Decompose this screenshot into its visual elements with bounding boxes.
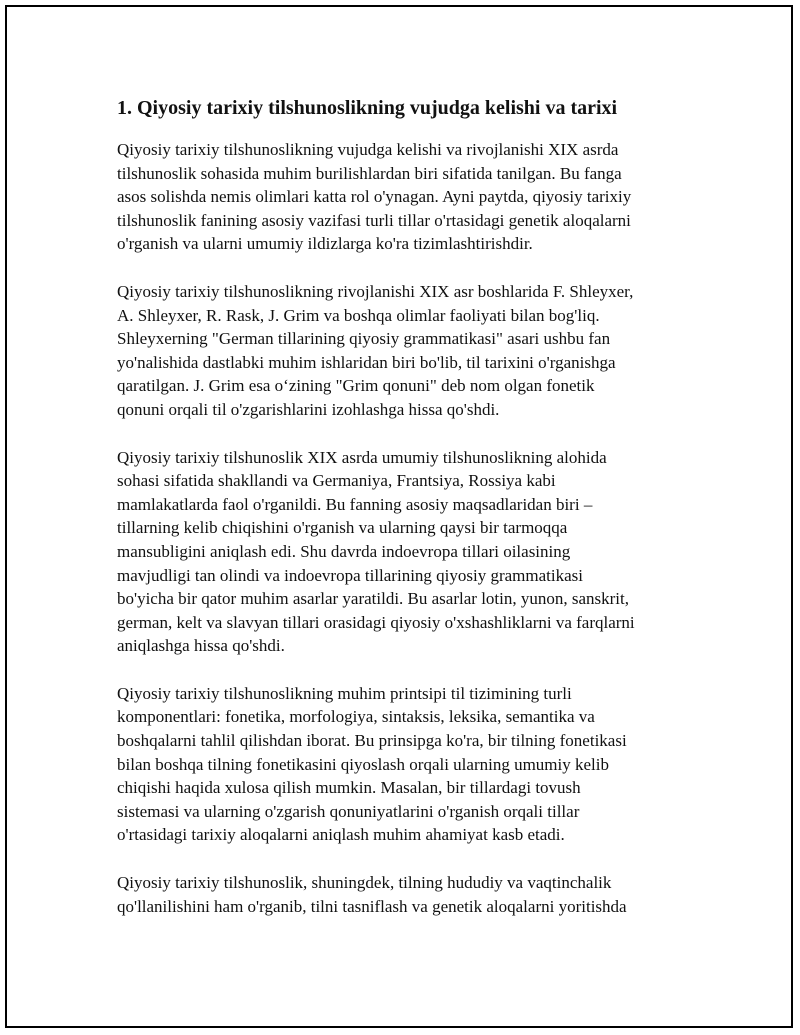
- text-line: Shleyxerning "German tillarining qiyosiy grammatikasi" asari ushbu fan: [117, 329, 611, 349]
- text-line: german, kelt va slavyan tillari orasidagi qiyosiy o'xshashliklarni va farqlarni: [117, 612, 635, 632]
- text-line: qonuni orqali til o'zgarishlarini izohlashga hissa qo'shdi.: [117, 399, 500, 419]
- text-line: Qiyosiy tarixiy tilshunoslikning muhim printsipi til tizimining turli: [117, 683, 572, 703]
- text-line: sistemasi va ularning o'zgarish qonuniyatlarini o'rganish orqali tillar: [117, 801, 580, 821]
- text-line: tillarning kelib chiqishini o'rganish va ularning qaysi bir tarmoqqa: [117, 518, 568, 538]
- text-line: mavjudligi tan olindi va indoevropa tillarining qiyosiy grammatikasi: [117, 565, 584, 585]
- text-line: Qiyosiy tarixiy tilshunoslik, shuningdek, tilning hududiy va vaqtinchalik: [117, 873, 612, 893]
- document-title: 1. Qiyosiy tarixiy tilshunoslikning vujudga kelishi va tarixi: [117, 97, 618, 119]
- text-line: o'rganish va ularni umumiy ildizlarga ko'ra tizimlashtirishdir.: [117, 234, 533, 254]
- text-line: qo'llanilishini ham o'rganib, tilni tasniflash va genetik aloqalarni yoritishda: [117, 896, 627, 916]
- text-line: asos solishda nemis olimlari katta rol o'ynagan. Ayni paytda, qiyosiy tarixiy: [117, 187, 632, 207]
- paragraph-4: [117, 682, 687, 847]
- text-line: komponentlari: fonetika, morfologiya, sintaksis, leksika, semantika va: [117, 707, 595, 727]
- text-line: Qiyosiy tarixiy tilshunoslik XIX asrda umumiy tilshunoslikning alohida: [117, 447, 607, 467]
- text-line: o'rtasidagi tarixiy aloqalarni aniqlash muhim ahamiyat kasb etadi.: [117, 825, 565, 845]
- text-line: mansubligini aniqlash edi. Shu davrda indoevropa tillari oilasining: [117, 541, 571, 561]
- document-body: [117, 96, 687, 942]
- text-line: tilshunoslik fanining asosiy vazifasi turli tillar o'rtasidagi genetik aloqalarni: [117, 210, 631, 230]
- text-line: A. Shleyxer, R. Rask, J. Grim va boshqa olimlar faoliyati bilan bog'liq.: [117, 305, 600, 325]
- text-line: chiqishi haqida xulosa qilish mumkin. Masalan, bir tillardagi tovush: [117, 778, 581, 798]
- text-line: tilshunoslik sohasida muhim burilishlardan biri sifatida tanilgan. Bu fanga: [117, 163, 622, 183]
- paragraph-1: [117, 138, 687, 256]
- text-line: qaratilgan. J. Grim esa o‘zining "Grim qonuni" deb nom olgan fonetik: [117, 376, 595, 396]
- text-line: mamlakatlarda faol o'rganildi. Bu fanning asosiy maqsadlaridan biri –: [117, 494, 593, 514]
- text-line: bo'yicha bir qator muhim asarlar yaratildi. Bu asarlar lotin, yunon, sanskrit,: [117, 589, 629, 609]
- paragraph-5: [117, 871, 687, 918]
- text-line: Qiyosiy tarixiy tilshunoslikning rivojlanishi XIX asr boshlarida F. Shleyxer,: [117, 281, 634, 301]
- text-line: yo'nalishida dastlabki muhim ishlaridan biri bo'lib, til tarixini o'rganishga: [117, 352, 616, 372]
- text-line: Qiyosiy tarixiy tilshunoslikning vujudga kelishi va rivojlanishi XIX asrda: [117, 140, 619, 159]
- text-line: aniqlashga hissa qo'shdi.: [117, 636, 285, 656]
- text-line: bilan boshqa tilning fonetikasini qiyoslash orqali ularning umumiy kelib: [117, 754, 609, 774]
- text-line: sohasi sifatida shakllandi va Germaniya, Frantsiya, Rossiya kabi: [117, 471, 556, 491]
- text-line: boshqalarni tahlil qilishdan iborat. Bu prinsipga ko'ra, bir tilning fonetikasi: [117, 731, 627, 751]
- paragraph-2: [117, 280, 687, 422]
- paragraph-3: [117, 446, 687, 658]
